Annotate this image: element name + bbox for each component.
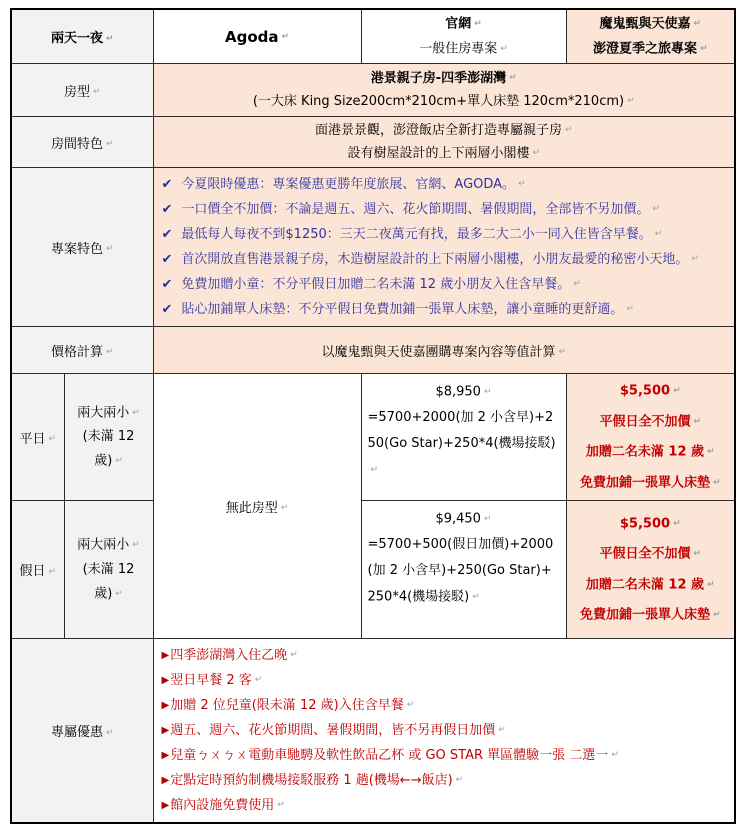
check-icon: ✔ <box>161 202 173 217</box>
benefit-text: 四季澎湖灣入住乙晚 ↵ <box>170 643 298 668</box>
price-calc-row <box>11 327 735 374</box>
room-features-label-cell <box>11 117 153 168</box>
plan-feature-text: 貼心加鋪單人床墊：不分平假日免費加鋪一張單人床墊，讓小童睡的更舒適。 ↵ <box>181 297 634 322</box>
plan-feature-text: 首次開放直售港景親子房，木造樹屋設計的上下兩層小閣樓，小朋友最愛的秘密小天地。 ↵ <box>181 247 699 272</box>
weekday-promo-price-cell <box>566 374 735 501</box>
benefits-list <box>160 641 729 820</box>
arrow-icon: ▶ <box>161 675 170 686</box>
weekday-official-price-cell <box>361 374 566 501</box>
weekend-occupancy-cell <box>64 501 153 639</box>
plan-feature-text: 今夏限時優惠：專案優惠更勝年度旅展、官網、AGODA。 ↵ <box>181 172 525 197</box>
comparison-table <box>10 8 736 824</box>
promo-price-amount: $5,500 ↵ <box>573 509 729 540</box>
weekday-price-row <box>11 374 735 501</box>
benefits-value-cell <box>153 639 735 824</box>
benefits-label: 專屬優惠 ↵ <box>51 725 114 740</box>
room-features-line1: 面港景景觀，澎澄飯店全新打造專屬親子房 ↵ <box>160 119 729 142</box>
header-row <box>11 9 735 64</box>
occupancy-line2: (未滿 12 歲) ↵ <box>71 558 147 607</box>
plan-feature-text: 一口價全不加價：不論是週五、週六、花火節期間、暑假期間，全部皆不另加價。 ↵ <box>181 197 660 222</box>
promo-price-note1: 平假日全不加價 ↵ <box>573 539 729 570</box>
list-item <box>162 768 727 793</box>
price-calc-value-cell <box>153 327 735 374</box>
promo-price-note3: 免費加鋪一張單人床墊 ↵ <box>573 600 729 631</box>
check-icon: ✔ <box>161 277 173 292</box>
promo-price-note2: 加贈二名未滿 12 歲 ↵ <box>573 570 729 601</box>
plan-features-list <box>160 170 729 324</box>
list-item <box>162 197 727 222</box>
check-icon: ✔ <box>161 227 173 242</box>
check-icon: ✔ <box>161 177 173 192</box>
list-item <box>162 793 727 818</box>
promo-price-note1: 平假日全不加價 ↵ <box>573 407 729 438</box>
occupancy-line2: (未滿 12 歲) ↵ <box>71 425 147 474</box>
price-calc-label: 價格計算 ↵ <box>51 345 114 360</box>
list-item <box>162 222 727 247</box>
official-site-label: 官網 ↵ <box>368 12 560 37</box>
room-type-label: 房型 ↵ <box>64 85 101 100</box>
list-item <box>162 743 727 768</box>
weekend-promo-price-cell <box>566 501 735 639</box>
promo-blogger-label: 魔鬼甄與天使嘉 ↵ <box>573 12 729 37</box>
check-icon: ✔ <box>161 252 173 267</box>
header-official-cell <box>361 9 566 64</box>
agoda-label: Agoda ↵ <box>225 28 289 46</box>
weekend-price-amount: $9,450 ↵ <box>368 507 560 532</box>
room-type-value-cell <box>153 64 735 117</box>
room-features-value-cell <box>153 117 735 168</box>
arrow-icon: ▶ <box>161 700 170 711</box>
promo-price-note3: 免費加鋪一張單人床墊 ↵ <box>573 468 729 499</box>
list-item <box>162 693 727 718</box>
price-calc-text: 以魔鬼甄與天使嘉團購專案內容等值計算 ↵ <box>321 345 566 360</box>
list-item <box>162 718 727 743</box>
plan-features-label: 專案特色 ↵ <box>51 242 114 257</box>
room-type-row <box>11 64 735 117</box>
plan-feature-text: 最低每人每夜不到$1250：三天二夜萬元有找，最多二大二小一同入住皆含早餐。 ↵ <box>181 222 662 247</box>
benefits-row <box>11 639 735 824</box>
benefit-text: 週五、週六、花火節期間、暑假期間，皆不另再假日加價 ↵ <box>170 718 506 743</box>
list-item <box>162 172 727 197</box>
header-promo-cell <box>566 9 735 64</box>
official-plan-label: 一般住房專案 ↵ <box>368 37 560 62</box>
room-features-row <box>11 117 735 168</box>
weekend-official-price-cell <box>361 501 566 639</box>
occupancy-line1: 兩大兩小 ↵ <box>71 533 147 558</box>
arrow-icon: ▶ <box>161 775 170 786</box>
plan-features-label-cell <box>11 168 153 327</box>
duration-label: 兩天一夜 ↵ <box>51 31 114 46</box>
room-features-line2: 設有樹屋設計的上下兩層小閣樓 ↵ <box>160 142 729 165</box>
weekend-label-cell <box>11 501 64 639</box>
weekend-price-formula: =5700+500(假日加價)+2000(加 2 小含早)+250(Go Star)+250*4(機場接駁) ↵ <box>368 532 560 611</box>
benefit-text: 兒童ㄅㄨㄅㄨ電動車馳騁及軟性飲品乙杯 或 GO STAR 單區體驗一張 二選一 ↵ <box>170 743 619 768</box>
room-type-label-cell <box>11 64 153 117</box>
agoda-availability-cell <box>153 374 361 639</box>
benefits-label-cell <box>11 639 153 824</box>
list-item <box>162 643 727 668</box>
weekday-label: 平日 ↵ <box>19 432 56 447</box>
weekend-price-row <box>11 501 735 639</box>
occupancy-line1: 兩大兩小 ↵ <box>71 401 147 426</box>
list-item <box>162 247 727 272</box>
list-item <box>162 668 727 693</box>
benefit-text: 翌日早餐 2 客 ↵ <box>170 668 262 693</box>
price-calc-label-cell <box>11 327 153 374</box>
room-features-label: 房間特色 ↵ <box>51 137 114 152</box>
agoda-availability-text: 無此房型 ↵ <box>226 501 289 516</box>
plan-features-row <box>11 168 735 327</box>
plan-feature-text: 免費加贈小童：不分平假日加贈二名未滿 12 歲小朋友入住含早餐。 ↵ <box>181 272 580 297</box>
promo-plan-label: 澎澄夏季之旅專案 ↵ <box>573 37 729 62</box>
arrow-icon: ▶ <box>161 725 170 736</box>
weekday-price-amount: $8,950 ↵ <box>368 380 560 405</box>
promo-price-amount: $5,500 ↵ <box>573 376 729 407</box>
list-item <box>162 272 727 297</box>
weekend-label: 假日 ↵ <box>19 564 56 579</box>
benefit-text: 加贈 2 位兒童(限未滿 12 歲)入住含早餐 ↵ <box>170 693 414 718</box>
benefit-text: 定點定時預約制機場接駁服務 1 趟(機場←→飯店) ↵ <box>170 768 463 793</box>
arrow-icon: ▶ <box>161 650 170 661</box>
plan-features-value-cell <box>153 168 735 327</box>
check-icon: ✔ <box>161 302 173 317</box>
arrow-icon: ▶ <box>161 800 170 811</box>
arrow-icon: ▶ <box>161 750 170 761</box>
header-duration-cell <box>11 9 153 64</box>
weekday-price-formula: =5700+2000(加 2 小含早)+250(Go Star)+250*4(機場接駁) ↵ <box>368 405 560 484</box>
benefit-text: 館內設施免費使用 ↵ <box>170 793 285 818</box>
promo-price-note2: 加贈二名未滿 12 歲 ↵ <box>573 437 729 468</box>
list-item <box>162 297 727 322</box>
room-type-name: 港景親子房-四季澎湖灣 ↵ <box>160 67 729 90</box>
header-agoda-cell <box>153 9 361 64</box>
room-type-beds: (一大床 King Size200cm*210cm+單人床墊 120cm*210cm) ↵ <box>160 90 729 113</box>
weekday-label-cell <box>11 374 64 501</box>
weekday-occupancy-cell <box>64 374 153 501</box>
